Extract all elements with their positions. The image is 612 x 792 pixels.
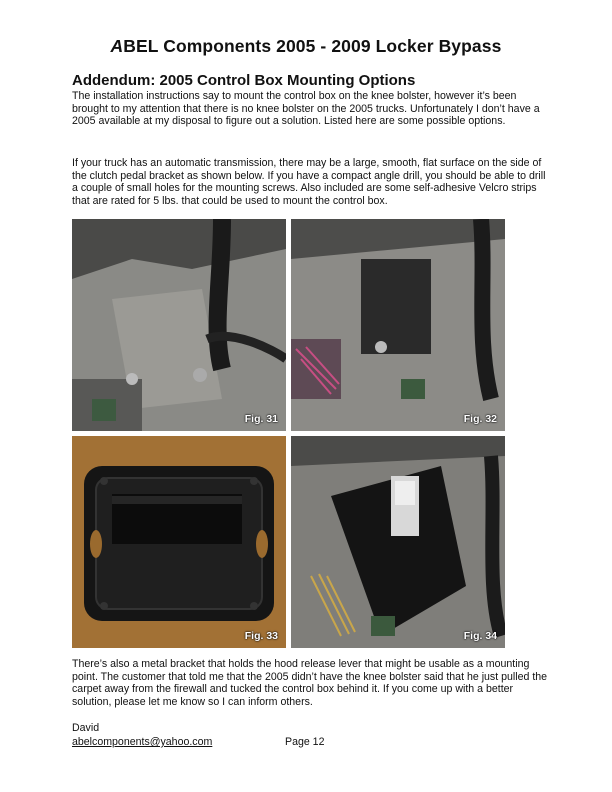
figure-31-label: Fig. 31 <box>244 413 278 425</box>
figure-34-image <box>291 436 505 648</box>
figure-34-photo <box>291 436 505 648</box>
figure-32-photo <box>291 219 505 431</box>
section-heading: Addendum: 2005 Control Box Mounting Options <box>72 72 416 89</box>
figure-31-photo <box>72 219 286 431</box>
document-title <box>0 36 612 57</box>
page-number: Page 12 <box>285 736 325 748</box>
email-link[interactable]: abelcomponents@yahoo.com <box>72 736 213 748</box>
figure-33-photo <box>72 436 286 648</box>
hood-release-paragraph: There’s also a metal bracket that holds the hood release lever that might be usable as a mounting point. The customer that told me that the 2005 didn’t have the knee bolster said that he just pulled the carpet away from the firewall and tucked the control box behind it. If you come up with a better solution, please let me know so I can inform others. <box>72 658 548 709</box>
author-name: David <box>72 722 100 734</box>
title-text: BEL Components 2005 - 2009 Locker Bypass <box>123 36 502 56</box>
figure-33-image <box>72 436 286 648</box>
intro-paragraph: The installation instructions say to mount the control box on the knee bolster, however it’s been brought to my attention that there is no knee bolster on the 2005 trucks. Unfortunately I don’t have a 2005 available at my disposal to figure out a solution. Listed here are some possible options. <box>72 90 540 128</box>
automatic-transmission-paragraph: If your truck has an automatic transmission, there may be a large, smooth, flat surface on the side of the clutch pedal bracket as shown below. If you have a compact angle drill, you should be able to drill a couple of small holes for the mounting screws. Also included are some self-adhesive Velcro strips that are rated for 5 lbs. that could be used to mount the control box. <box>72 157 546 208</box>
title-initial: A <box>110 36 124 56</box>
figure-34-label: Fig. 34 <box>463 630 497 642</box>
figure-32-image <box>291 219 505 431</box>
figure-33-label: Fig. 33 <box>244 630 278 642</box>
figure-32-label: Fig. 32 <box>463 413 497 425</box>
figure-31-image <box>72 219 286 431</box>
